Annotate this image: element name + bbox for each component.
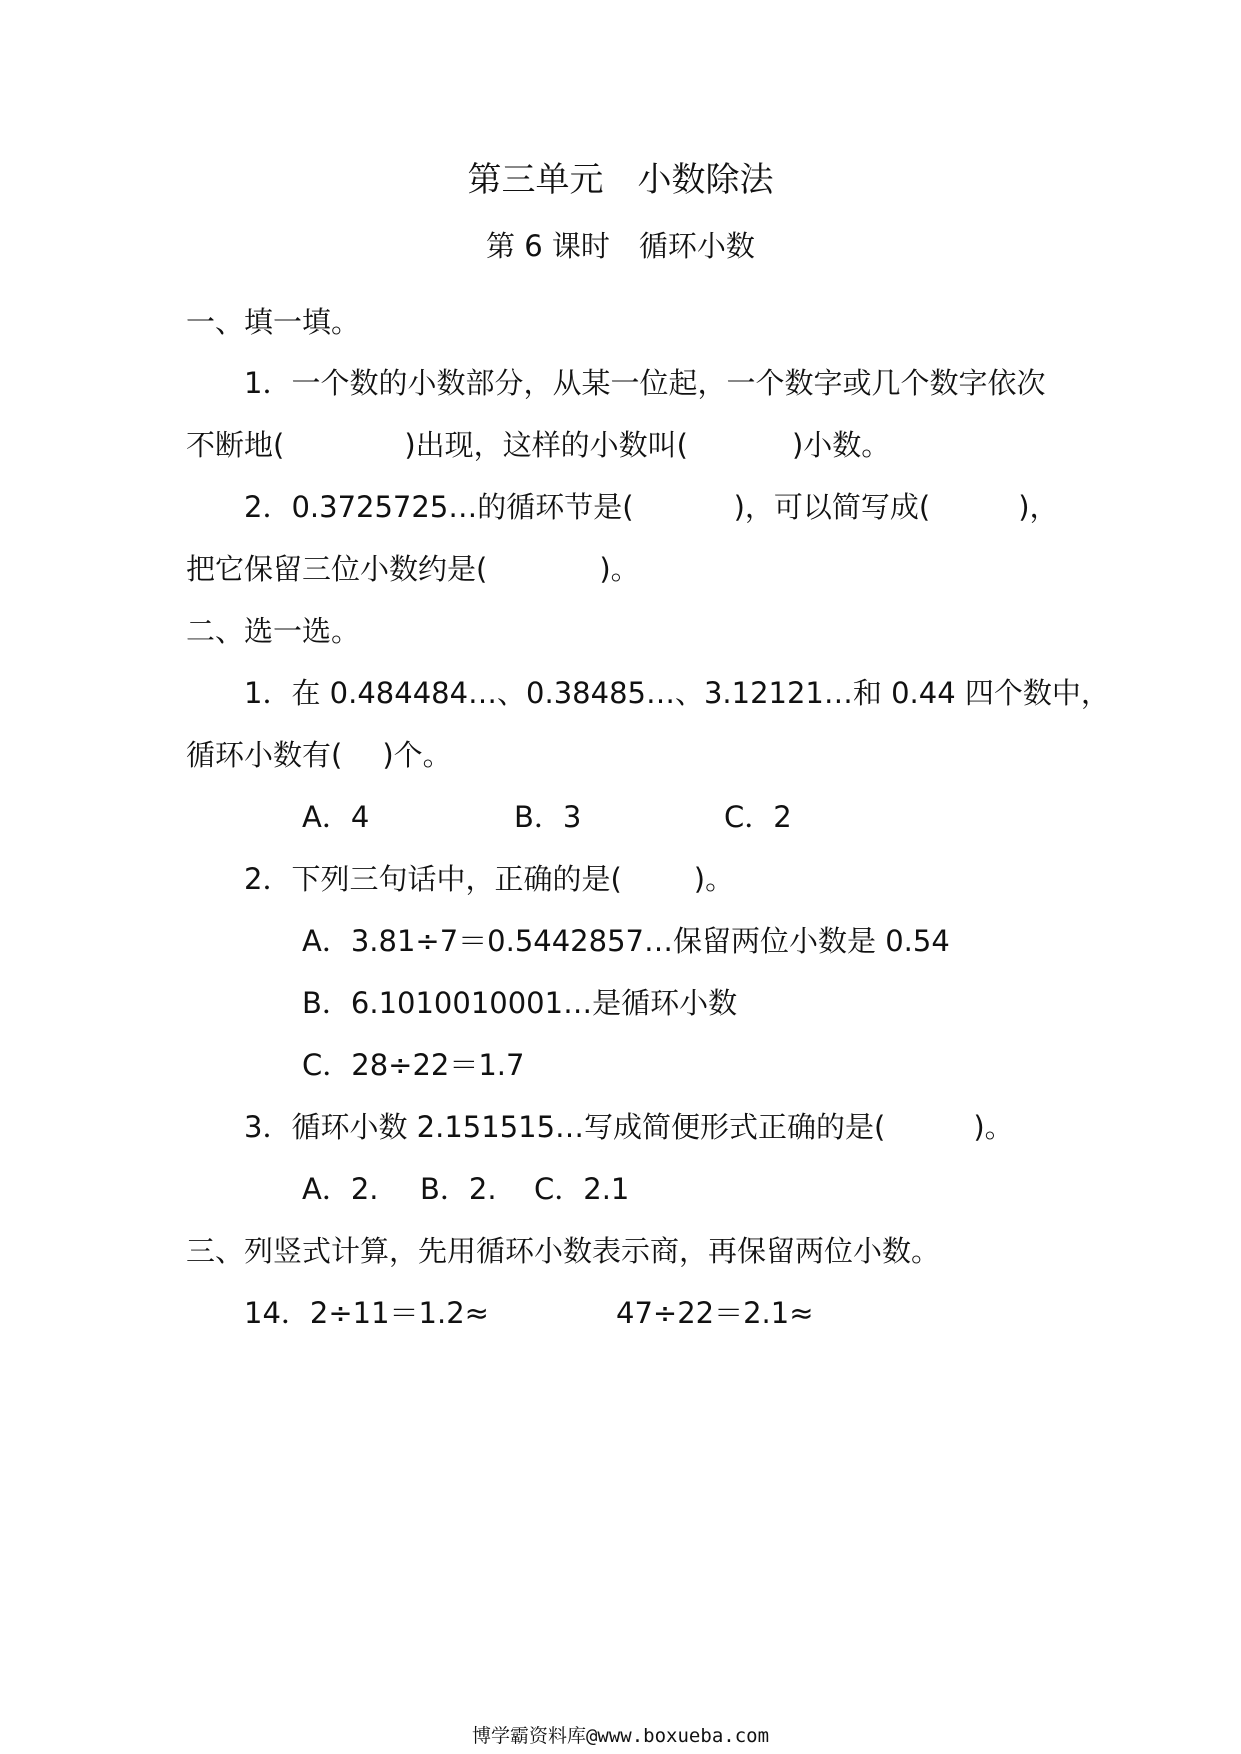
s2-q1-option-c[interactable]: C．2 — [724, 800, 792, 834]
s1-q2-line1 — [244, 487, 1059, 527]
s2-q2-option-a[interactable]: A．3.81÷7＝0.5442857…保留两位小数是 0.54 — [302, 924, 950, 958]
s1-q2-text-a: 2．0.3725725…的循环节是( — [244, 490, 634, 524]
page-title: 第三单元 小数除法 — [467, 160, 774, 200]
section1-heading: 一、填一填。 — [186, 305, 361, 339]
s2-q1-text-a: 循环小数有( — [186, 738, 343, 772]
s2-q2-option-c[interactable]: C．28÷22＝1.7 — [302, 1048, 525, 1082]
s2-q2-text-b: )。 — [693, 862, 735, 896]
s3-problem-1: 14．2÷11＝1.2≈ — [244, 1296, 489, 1330]
s2-q1-option-a[interactable]: A．4 — [302, 800, 370, 834]
s1-q2-text-d: 把它保留三位小数约是( — [186, 552, 488, 586]
s2-q3-option-b[interactable]: B．2. — [420, 1172, 497, 1206]
s2-q3-text-a: 3．循环小数 2.151515…写成简便形式正确的是( — [244, 1110, 886, 1144]
s1-q2-text-b: )，可以简写成( — [733, 490, 931, 524]
s2-q1-text-b: )个。 — [382, 738, 452, 772]
s1-q1-text-b: )出现，这样的小数叫( — [404, 428, 688, 462]
s2-q1-line1: 1．在 0.484484…、0.38485…、3.12121…和 0.44 四个数中， — [244, 676, 1110, 710]
s2-q3-option-a[interactable]: A．2. — [302, 1172, 379, 1206]
s2-q2-text-a: 2．下列三句话中，正确的是( — [244, 862, 622, 896]
s1-q1-line2 — [186, 425, 890, 465]
s2-q1-option-b[interactable]: B．3 — [514, 800, 582, 834]
s2-q2-option-b[interactable]: B．6.1010010001…是循环小数 — [302, 986, 738, 1020]
s1-q2-text-e: )。 — [599, 552, 640, 586]
s2-q1-line2 — [186, 735, 452, 775]
s2-q3-option-c[interactable]: C．2.1 — [534, 1172, 630, 1206]
s3-problem-2: 47÷22＝2.1≈ — [616, 1296, 814, 1330]
s1-q2-line2 — [186, 549, 640, 589]
s2-q3-text-b: )。 — [973, 1110, 1014, 1144]
footer-watermark: 博学霸资料库@www.boxueba.com — [471, 1725, 770, 1747]
s2-q2-stem — [244, 859, 734, 899]
s1-q1-line1: 1．一个数的小数部分，从某一位起，一个数字或几个数字依次 — [244, 366, 1046, 400]
s1-q1-text-c: )小数。 — [791, 428, 891, 462]
s2-q3-stem — [244, 1107, 1014, 1147]
s1-q1-text-a: 不断地( — [186, 428, 285, 462]
section3-heading: 三、列竖式计算，先用循环小数表示商，再保留两位小数。 — [186, 1234, 941, 1268]
lesson-subtitle: 第 6 课时 循环小数 — [486, 229, 755, 263]
s1-q2-text-c: )， — [1018, 490, 1059, 524]
section2-heading: 二、选一选。 — [186, 614, 361, 648]
